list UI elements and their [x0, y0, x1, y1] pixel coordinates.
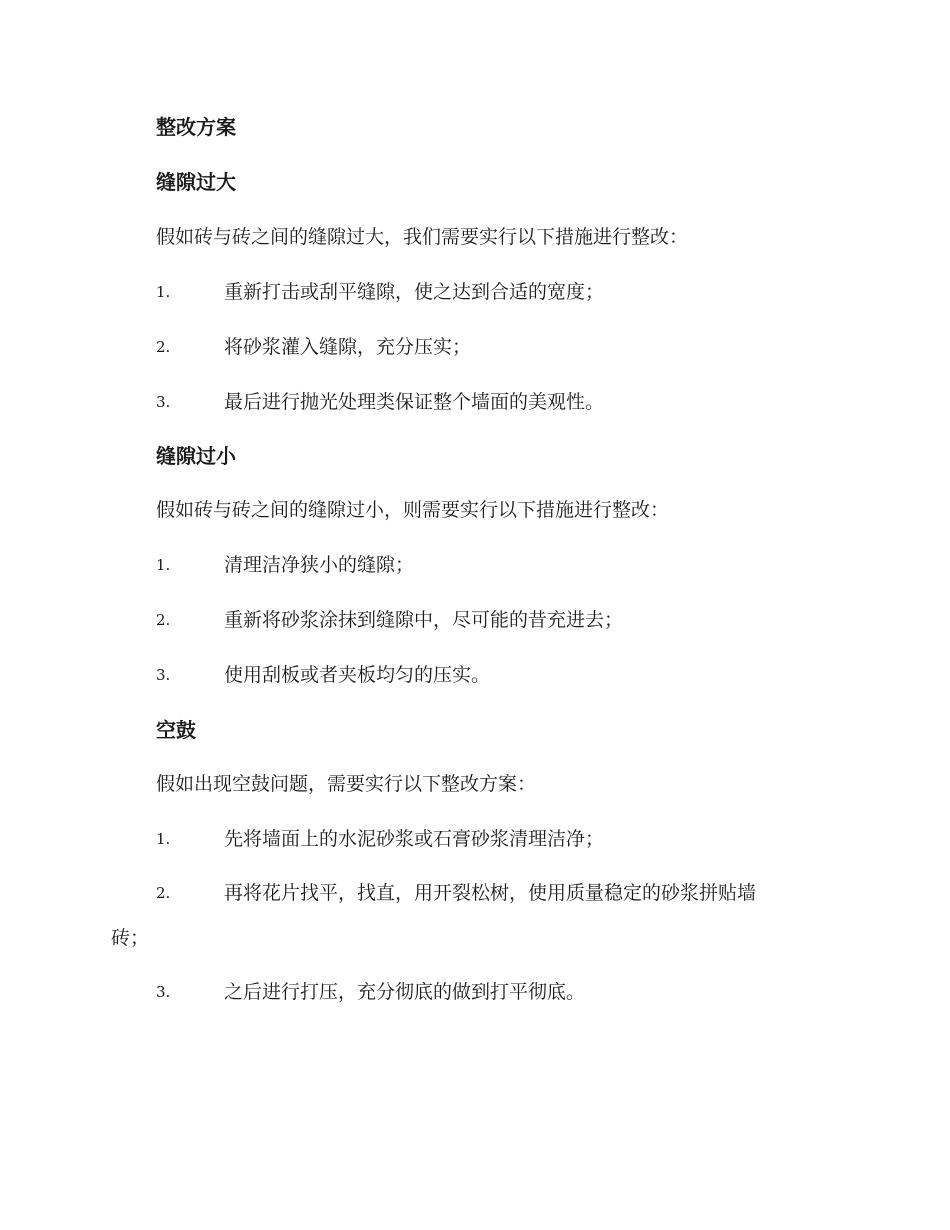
- list-item-continuation: 砖；: [111, 927, 150, 949]
- list-item-number: 3.: [156, 393, 171, 411]
- list-item-text: 再将花片找平，找直，用开裂松树，使用质量稳定的砂浆拼贴墙: [224, 882, 757, 904]
- list-item-number: 2.: [156, 611, 171, 629]
- section-heading: 缝隙过小: [156, 444, 236, 468]
- section-heading: 缝隙过大: [156, 170, 236, 194]
- list-item-text: 重新将砂浆涂抹到缝隙中，尽可能的昔充进去；: [224, 609, 624, 631]
- list-item-text: 清理洁净狭小的缝隙；: [224, 554, 415, 576]
- list-item-number: 2.: [156, 884, 171, 902]
- list-item-text: 先将墙面上的水泥砂浆或石膏砂浆清理洁净；: [224, 828, 605, 850]
- list-item-text: 将砂浆灌入缝隙，充分压实；: [224, 336, 472, 358]
- section-heading: 空鼓: [156, 718, 196, 742]
- list-item-number: 3.: [156, 666, 171, 684]
- list-item-number: 1.: [156, 830, 171, 848]
- page-title: 整改方案: [156, 115, 236, 139]
- list-item-number: 3.: [156, 983, 171, 1001]
- list-item-text: 最后进行抛光处理类保证整个墙面的美观性。: [224, 391, 605, 413]
- section-intro: 假如砖与砖之间的缝隙过大，我们需要实行以下措施进行整改：: [156, 226, 689, 248]
- list-item-number: 2.: [156, 338, 171, 356]
- list-item-text: 使用刮板或者夹板均匀的压实。: [224, 664, 491, 686]
- list-item-text: 重新打击或刮平缝隙，使之达到合适的宽度；: [224, 281, 605, 303]
- list-item-number: 1.: [156, 556, 171, 574]
- section-intro: 假如出现空鼓问题，需要实行以下整改方案：: [156, 773, 537, 795]
- section-intro: 假如砖与砖之间的缝隙过小，则需要实行以下措施进行整改：: [156, 499, 670, 521]
- list-item-number: 1.: [156, 283, 171, 301]
- list-item-text: 之后进行打压，充分彻底的做到打平彻底。: [224, 981, 586, 1003]
